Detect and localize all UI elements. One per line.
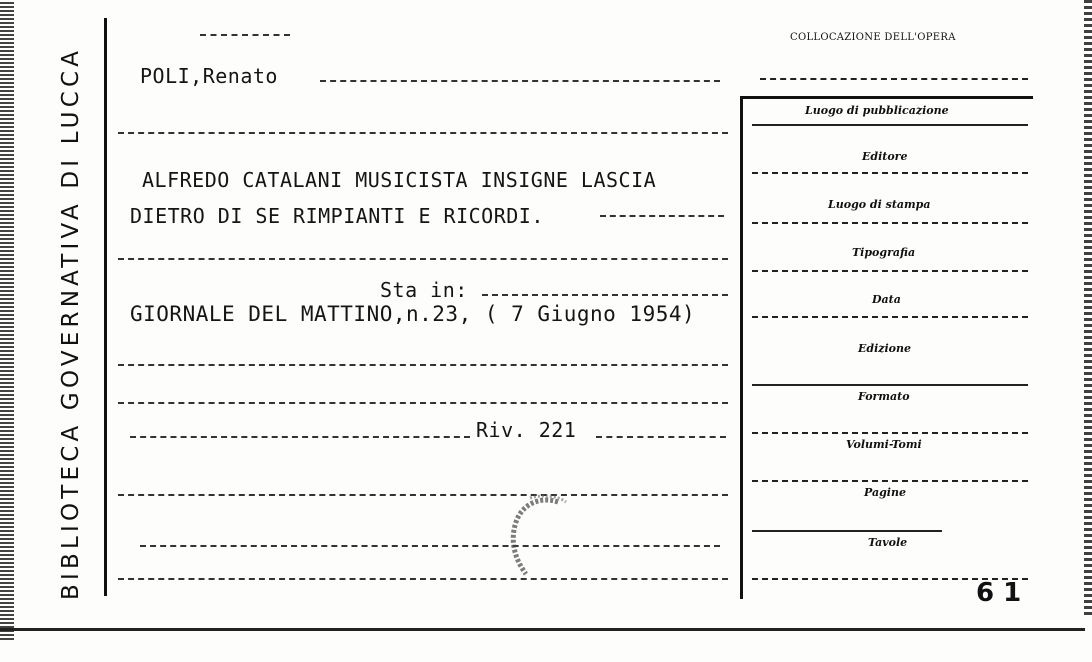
field-format: Formato <box>858 390 910 403</box>
field-rule <box>752 432 1028 434</box>
left-margin-rule <box>104 18 107 596</box>
field-pages: Pagine <box>864 486 906 499</box>
header-rule <box>760 78 1028 80</box>
guide-line <box>130 436 470 438</box>
guide-line <box>118 258 728 260</box>
field-place-of-printing: Luogo di stampa <box>828 198 931 211</box>
field-rule <box>752 384 1028 386</box>
field-rule <box>752 530 942 532</box>
library-name-vertical: BIBLIOTECA GOVERNATIVA DI LUCCA <box>58 46 84 600</box>
card-bottom-border <box>0 628 1085 631</box>
field-edition: Edizione <box>858 342 912 355</box>
collocation-header: COLLOCAZIONE DELL'OPERA <box>790 32 956 43</box>
field-place-of-publication: Luogo di pubblicazione <box>805 104 949 117</box>
work-title-line-2: DIETRO DI SE RIMPIANTI E RICORDI. <box>130 204 544 228</box>
scan-left-edge <box>0 0 14 640</box>
guide-line <box>140 545 720 547</box>
faint-stamp-mark <box>500 492 572 584</box>
handwritten-mark: 6 1 <box>976 578 1022 608</box>
work-title-line-1: ALFREDO CATALANI MUSICISTA INSIGNE LASCIA <box>142 168 657 192</box>
field-rule <box>752 480 1028 482</box>
contained-in-label: Sta in: <box>380 278 468 302</box>
guide-line <box>200 34 290 36</box>
field-volumes: Volumi-Tomi <box>846 438 922 451</box>
guide-line <box>596 436 726 438</box>
guide-line <box>118 578 728 580</box>
field-publisher: Editore <box>862 150 908 163</box>
guide-line <box>482 294 728 296</box>
guide-line <box>118 364 728 366</box>
field-rule <box>752 124 1028 126</box>
field-plates: Tavole <box>868 536 908 549</box>
guide-line <box>118 132 728 134</box>
author-name: POLI,Renato <box>140 64 278 88</box>
field-rule <box>752 172 1028 174</box>
field-rule <box>752 270 1028 272</box>
field-printer: Tipografia <box>852 246 916 259</box>
scan-right-edge <box>1084 0 1092 615</box>
guide-line <box>118 494 728 496</box>
field-rule <box>752 222 1028 224</box>
field-rule <box>752 316 1028 318</box>
guide-line <box>600 215 724 217</box>
shelfmark: Riv. 221 <box>476 418 577 442</box>
guide-line <box>118 402 728 404</box>
field-date: Data <box>872 293 901 306</box>
guide-line <box>320 80 720 82</box>
journal-citation: GIORNALE DEL MATTINO,n.23, ( 7 Giugno 1954) <box>130 302 696 326</box>
